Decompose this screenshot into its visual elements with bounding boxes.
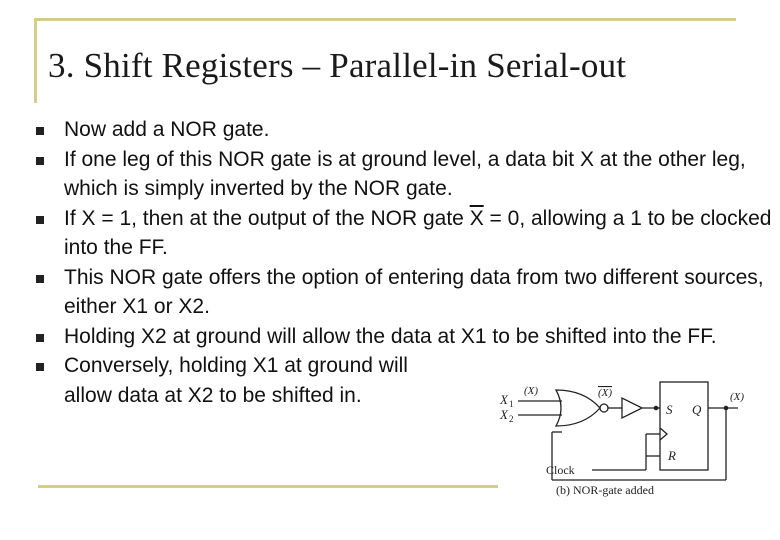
nor-gate-icon	[556, 390, 600, 426]
bullet-square-icon	[36, 216, 44, 224]
clock-edge-icon	[660, 428, 667, 440]
nor-bubble-icon	[600, 404, 608, 412]
bullet-square-icon	[36, 275, 44, 283]
bullet-text-before: If X = 1, then at the output of the NOR gate	[64, 206, 470, 230]
x-tag: (X)	[524, 385, 539, 397]
clock-label: Clock	[546, 463, 575, 477]
bullet-text: Now add a NOR gate.	[64, 118, 270, 141]
junction-dot-icon	[724, 406, 729, 411]
bullet-square-icon	[36, 334, 44, 342]
bullet-list	[36, 115, 776, 410]
bullet-item	[36, 145, 776, 204]
circuit-svg	[496, 376, 766, 500]
out-x-tag: (X)	[730, 391, 745, 403]
q-pin-label: Q	[692, 402, 702, 417]
bottom-rule	[38, 485, 498, 488]
bullet-item	[36, 204, 776, 263]
slide-title: 3. Shift Registers – Parallel-in Serial-out	[48, 46, 627, 85]
nor-gate-circuit-diagram	[496, 376, 766, 500]
bullet-square-icon	[36, 127, 44, 135]
x1-sub-label: 1	[509, 399, 514, 409]
x1-label: X	[500, 392, 508, 407]
bullet-text: Holding X2 at ground will allow the data at X1 to be shifted into the FF.	[64, 324, 717, 348]
frame-line-top	[34, 18, 736, 21]
bullet-text: Conversely, holding X1 at ground will	[64, 354, 408, 377]
bullet-item	[36, 263, 776, 322]
s-pin-label: S	[666, 402, 673, 417]
bullet-square-icon	[36, 363, 44, 371]
bullet-item	[36, 322, 776, 352]
frame-line-vertical	[34, 18, 37, 103]
bullet-text: If one leg of this NOR gate is at ground level, a data bit X at the other leg, which is simply inverted by the NOR gate.	[64, 147, 746, 200]
figure-caption: (b) NOR-gate added	[556, 483, 654, 497]
bullet-square-icon	[36, 157, 44, 165]
x2-label: X	[500, 407, 508, 422]
bullet-text: This NOR gate offers the option of entering data from two different sources, either X1 or X2.	[64, 265, 764, 318]
x-bar-tag: (X)	[598, 387, 613, 399]
junction-dot-icon	[654, 406, 659, 411]
bullet-item	[36, 115, 776, 145]
bullet-text-after: = 0, allowing a 1 to be clocked into the FF.	[64, 206, 772, 259]
bullet-text-continuation: allow data at X2 to be shifted in.	[64, 383, 362, 407]
x-bar-text: $\overline{X}$	[469, 206, 484, 230]
r-pin-label: R	[668, 448, 676, 463]
x2-sub-label: 2	[509, 414, 514, 424]
buffer-icon	[622, 398, 642, 418]
